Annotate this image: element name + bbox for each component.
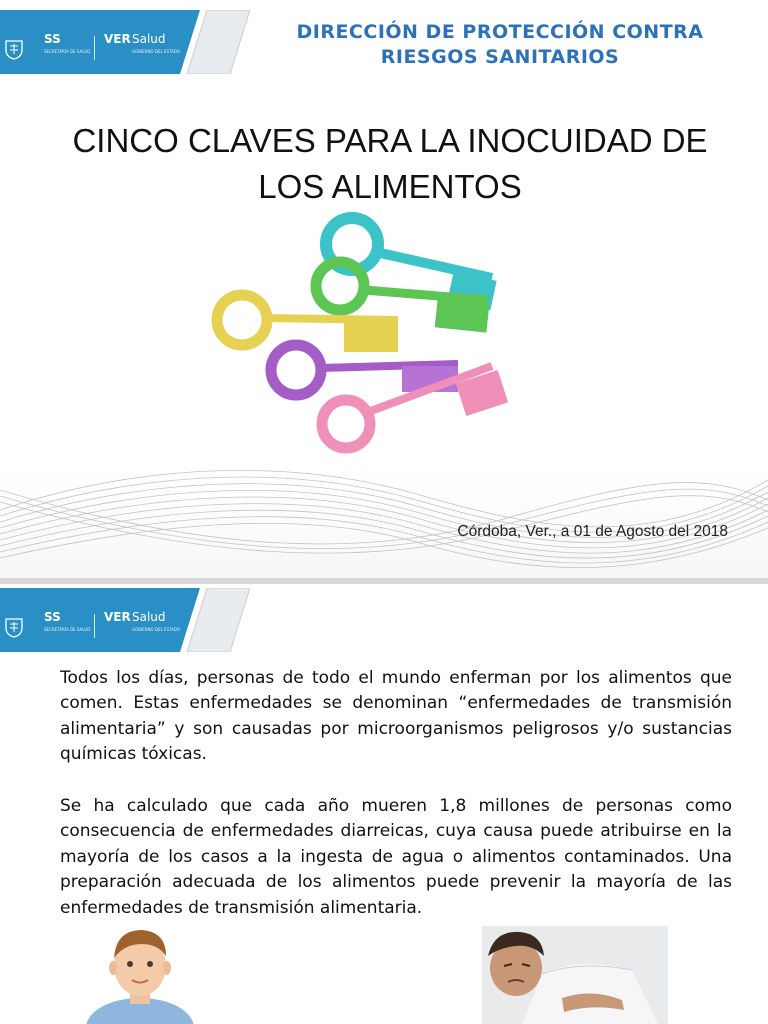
presentation-title-line1: CINCO CLAVES PARA LA INOCUIDAD DE (72, 122, 708, 159)
decorative-waves (0, 440, 768, 578)
intro-paragraph: Todos los días, personas de todo el mundo enferman por los alimentos que comen. Estas enfermedades se denominan “enfermedades de transmisión alimentaria” y son causadas por microorganismos peligrosos y/o sustancias químicas tóxicas. (60, 668, 732, 765)
department-title-line2: RIESGOS SANITARIOS (380, 46, 620, 68)
logo-salud: Salud (132, 32, 166, 46)
man-with-stomach-ache-photo (482, 926, 668, 1024)
presentation-date: Córdoba, Ver., a 01 de Agosto del 2018 (457, 523, 728, 540)
logo-divider (94, 36, 95, 60)
state-seal-icon (4, 616, 24, 638)
presentation-title-line2: LOS ALIMENTOS (258, 168, 522, 205)
logo-ss-subtitle: SECRETARÍA DE SALUD (44, 49, 91, 54)
header-logo-bar (0, 10, 250, 74)
presentation-title (40, 118, 740, 210)
header-logo-bar (0, 588, 250, 652)
five-keys-illustration (200, 212, 530, 464)
child-photo (84, 922, 194, 1024)
logo-ver: VER (104, 32, 131, 46)
logo-salud-subtitle: GOBIERNO DEL ESTADO (132, 49, 181, 54)
state-seal-icon (4, 38, 24, 60)
department-title (260, 20, 740, 70)
logo-ss: SS (44, 610, 61, 624)
content-slide (0, 584, 768, 1024)
department-title-line1: DIRECCIÓN DE PROTECCIÓN CONTRA (296, 21, 704, 43)
logo-salud: Salud (132, 610, 166, 624)
logo-ss: SS (44, 32, 61, 46)
logo-salud-subtitle: GOBIERNO DEL ESTADO (132, 627, 181, 632)
logo-ver: VER (104, 610, 131, 624)
statistics-paragraph: Se ha calculado que cada año mueren 1,8 millones de personas como consecuencia de enfermedades diarreicas, cuya causa puede atribuirse en la mayoría de los casos a la ingesta de agua o alimentos contaminados. Una preparación adecuada de los alimentos puede prevenir la mayoría de las enfermedades de transmisión alimentaria. (60, 796, 732, 918)
logo-ss-subtitle: SECRETARÍA DE SALUD (44, 627, 91, 632)
logo-divider (94, 614, 95, 638)
